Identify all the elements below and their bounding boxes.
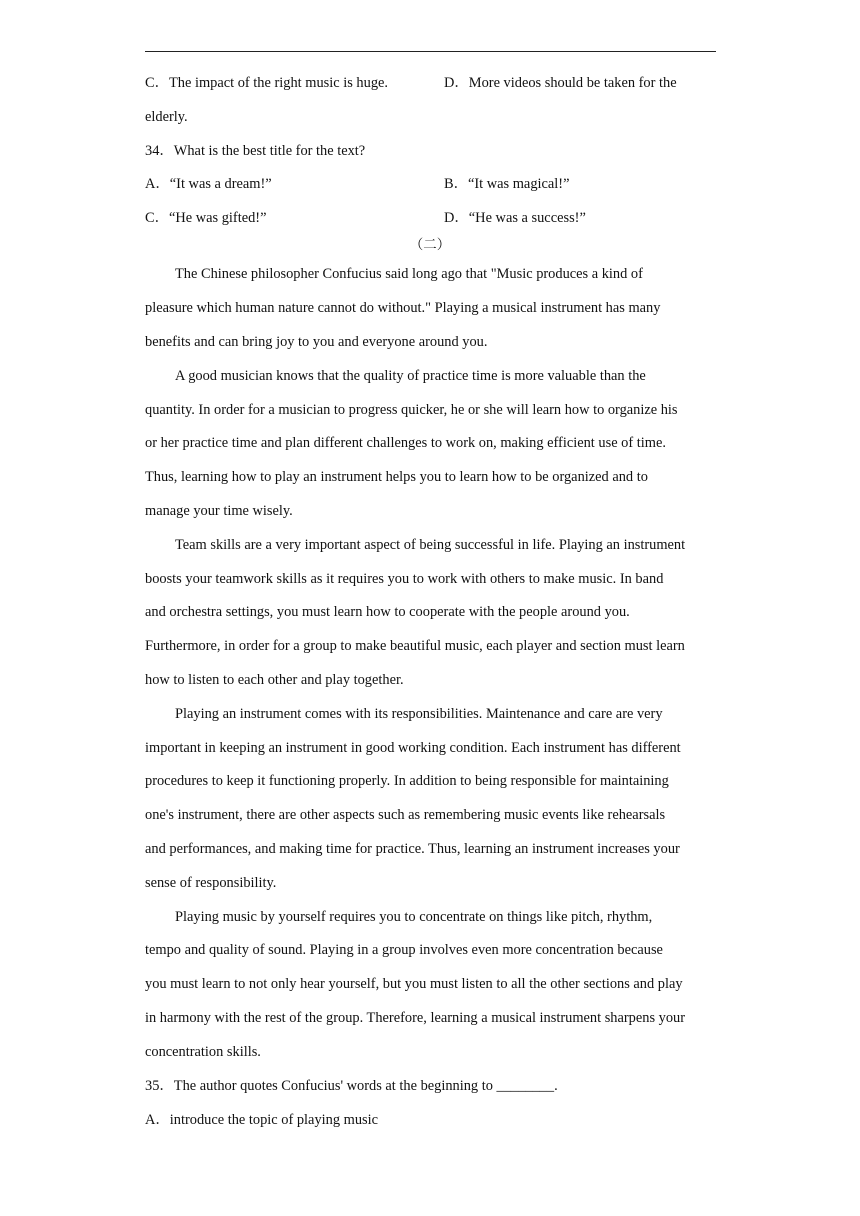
passage-p4-line: sense of responsibility. — [145, 875, 277, 891]
q34-option-c: C．“He was gifted!” — [145, 210, 267, 226]
passage-p3-line: and orchestra settings, you must learn how to cooperate with the people around you. — [145, 604, 630, 620]
section-label: （二） — [409, 237, 451, 253]
passage-p4-line: important in keeping an instrument in good working condition. Each instrument has different — [145, 740, 681, 756]
passage-p3-line: Team skills are a very important aspect of being successful in life. Playing an instrument — [175, 537, 686, 553]
passage-p1-line: pleasure which human nature cannot do without." Playing a musical instrument has many — [145, 300, 661, 316]
passage-p5-line: in harmony with the rest of the group. Therefore, learning a musical instrument sharpens your — [145, 1010, 686, 1026]
q34-option-a: A．“It was a dream!” — [145, 176, 272, 192]
q34-stem: 34．What is the best title for the text? — [145, 143, 366, 159]
passage-p2-line: Thus, learning how to play an instrument helps you to learn how to be organized and to — [145, 469, 648, 485]
passage-p2-line: quantity. In order for a musician to progress quicker, he or she will learn how to organize his — [145, 402, 678, 418]
passage-p1-line: The Chinese philosopher Confucius said long ago that "Music produces a kind of — [175, 266, 643, 282]
q33-option-d: D．More videos should be taken for the — [444, 75, 677, 91]
passage-p4-line: and performances, and making time for practice. Thus, learning an instrument increases your — [145, 841, 680, 857]
passage-p3-line: how to listen to each other and play together. — [145, 672, 404, 688]
q34-option-b: B．“It was magical!” — [444, 176, 570, 192]
q33-option-d-continuation: elderly. — [145, 109, 188, 125]
passage-p1-line: benefits and can bring joy to you and everyone around you. — [145, 334, 488, 350]
passage-p5-line: Playing music by yourself requires you to concentrate on things like pitch, rhythm, — [175, 909, 653, 925]
passage-p3-line: Furthermore, in order for a group to make beautiful music, each player and section must learn — [145, 638, 685, 654]
header-rule — [145, 51, 716, 52]
q35-stem: 35．The author quotes Confucius' words at the beginning to ________. — [145, 1078, 558, 1094]
passage-p4-line: one's instrument, there are other aspects such as remembering music events like rehearsals — [145, 807, 666, 823]
passage-p3-line: boosts your teamwork skills as it requires you to work with others to make music. In band — [145, 571, 664, 587]
passage-p2-line: A good musician knows that the quality of practice time is more valuable than the — [175, 368, 646, 384]
q34-option-d: D．“He was a success!” — [444, 210, 586, 226]
passage-p5-line: you must learn to not only hear yourself, but you must listen to all the other sections and play — [145, 976, 683, 992]
passage-p4-line: Playing an instrument comes with its responsibilities. Maintenance and care are very — [175, 706, 663, 722]
q35-option-a: A．introduce the topic of playing music — [145, 1112, 378, 1128]
q33-option-c: C．The impact of the right music is huge. — [145, 75, 388, 91]
passage-p4-line: procedures to keep it functioning properly. In addition to being responsible for maintaining — [145, 773, 669, 789]
passage-p2-line: manage your time wisely. — [145, 503, 293, 519]
passage-p5-line: tempo and quality of sound. Playing in a group involves even more concentration because — [145, 942, 663, 958]
passage-p2-line: or her practice time and plan different challenges to work on, making efficient use of time. — [145, 435, 666, 451]
passage-p5-line: concentration skills. — [145, 1044, 261, 1060]
